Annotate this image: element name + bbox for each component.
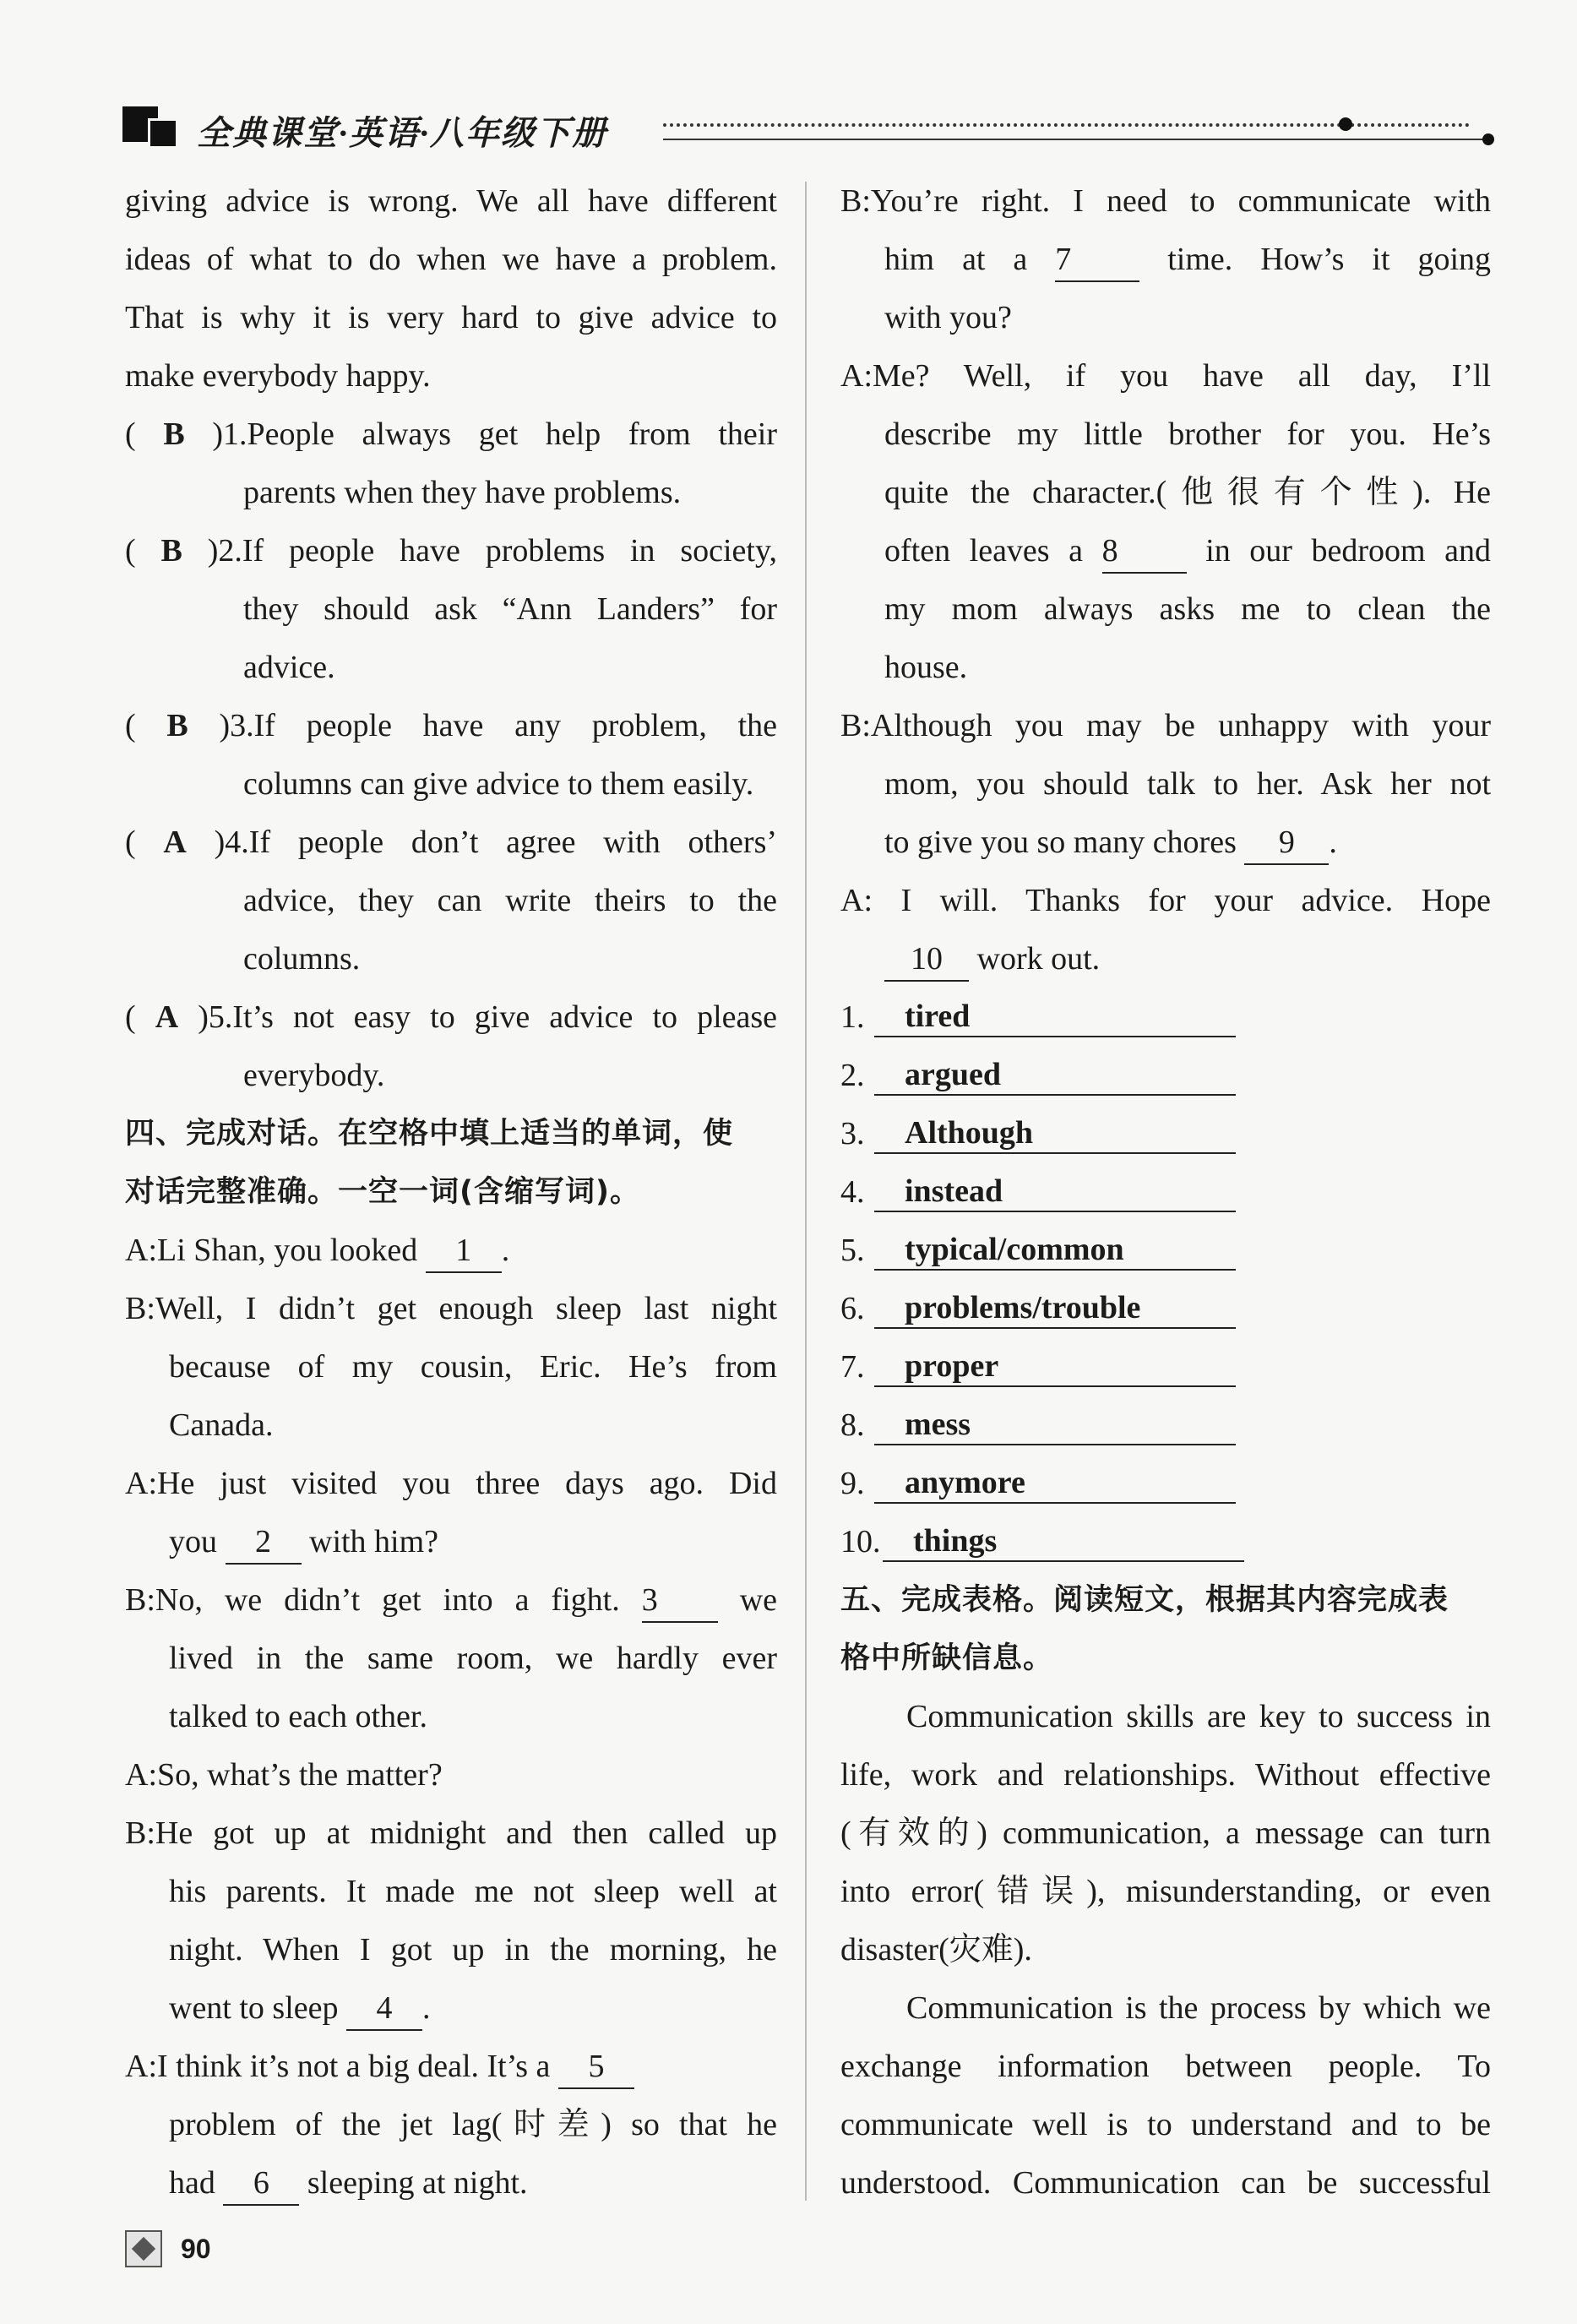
dialogue-line: B:Although you may be unhappy with your	[840, 708, 1491, 743]
header-rule	[663, 139, 1487, 140]
tf-item-2-cont: advice.	[243, 650, 335, 685]
dialogue-line: had 6 sleeping at night.	[125, 2154, 777, 2212]
header-dot	[1339, 117, 1352, 131]
tf-item-3: ( B )3.If people have any problem, the	[125, 708, 777, 743]
blank-1: 1	[426, 1229, 502, 1273]
dialogue-line: A:I think it’s not a big deal. It’s a 5	[125, 2038, 777, 2096]
passage-line: Communication is the process by which we	[906, 1990, 1491, 2026]
blank-2: 2	[226, 1521, 302, 1565]
dialogue-line: Canada.	[169, 1407, 274, 1443]
tf-item-1-cont: parents when they have problems.	[243, 475, 682, 510]
answer-row: 2. argued	[840, 1047, 1491, 1105]
blank-6: 6	[223, 2162, 299, 2206]
dialogue-line: lived in the same room, we hardly ever	[169, 1641, 777, 1676]
answer-row: 5. typical/common	[840, 1222, 1491, 1280]
dialogue-line: B:You’re right. I need to communicate with	[840, 183, 1491, 219]
blank-7: 7	[1055, 238, 1139, 282]
header-title: 全典课堂·英语·八年级下册	[197, 114, 607, 152]
dialogue-line: B:He got up at midnight and then called up	[125, 1815, 777, 1851]
answer-value: instead	[874, 1170, 1236, 1212]
dialogue-line: A:Me? Well, if you have all day, I’ll	[840, 358, 1491, 394]
section-4-title: 对话完整准确。一空一词(含缩写词)。	[125, 1175, 640, 1209]
right-column	[840, 172, 1491, 2212]
answer-value: problems/trouble	[874, 1287, 1236, 1329]
tf-item-5: ( A )5.It’s not easy to give advice to please	[125, 999, 777, 1035]
tf-item-1: ( B )1.People always get help from their	[125, 416, 777, 452]
dialogue-line: 10 work out.	[840, 930, 1491, 988]
blank-5: 5	[558, 2045, 634, 2089]
section-5-title: 格中所缺信息。	[840, 1641, 1054, 1675]
page-marker-icon	[125, 2230, 162, 2267]
tf-item-4-cont: columns.	[243, 941, 361, 977]
dialogue-line: you 2 with him?	[125, 1513, 777, 1571]
passage-line: exchange information between people. To	[840, 2049, 1491, 2084]
tf-item-4: ( A )4.If people don’t agree with others’	[125, 825, 777, 860]
dialogue-line: quite the character.(他很有个性). He	[884, 475, 1491, 510]
dialogue-line: house.	[884, 650, 968, 685]
header-dot-end	[1482, 133, 1494, 145]
answer-value: argued	[874, 1053, 1236, 1096]
dialogue-line: talked to each other.	[169, 1699, 427, 1734]
blank-3: 3	[642, 1579, 718, 1623]
left-column	[125, 172, 777, 2212]
dialogue-line: mom, you should talk to her. Ask her not	[884, 766, 1491, 802]
dialogue-line: describe my little brother for you. He’s	[884, 416, 1491, 452]
tf-item-2-cont: they should ask “Ann Landers” for	[243, 591, 777, 627]
tf-item-2: ( B )2.If people have problems in society,	[125, 533, 777, 569]
blank-10: 10	[884, 938, 969, 982]
dialogue-line: A:So, what’s the matter?	[125, 1757, 443, 1793]
intro-line: make everybody happy.	[125, 358, 431, 394]
dialogue-line: because of my cousin, Eric. He’s from	[169, 1349, 777, 1385]
dialogue-line: to give you so many chores 9 .	[840, 814, 1491, 872]
tf-item-3-cont: columns can give advice to them easily.	[243, 766, 754, 802]
answer-value: anymore	[874, 1461, 1236, 1504]
dialogue-line: B:No, we didn’t get into a fight. 3 we	[125, 1571, 777, 1630]
page-number: 90	[181, 2234, 211, 2264]
passage-line: Communication skills are key to success in	[906, 1699, 1491, 1734]
dialogue-line: went to sleep 4 .	[125, 1979, 777, 2038]
dialogue-line: problem of the jet lag(时差) so that he	[169, 2107, 777, 2142]
answer-value: things	[883, 1520, 1244, 1562]
answer-row: 9. anymore	[840, 1455, 1491, 1513]
answer-row: 1. tired	[840, 988, 1491, 1047]
tf-item-4-cont: advice, they can write theirs to the	[243, 883, 777, 918]
blank-9: 9	[1244, 821, 1329, 865]
answer-value: typical/common	[874, 1228, 1236, 1271]
answer-row: 4. instead	[840, 1163, 1491, 1222]
dialogue-line: his parents. It made me not sleep well at	[169, 1874, 777, 1909]
dialogue-line: him at a 7 time. How’s it going	[840, 231, 1491, 289]
answer-row: 7. proper	[840, 1338, 1491, 1396]
section-4-title: 四、完成对话。在空格中填上适当的单词，使	[125, 1117, 734, 1151]
dialogue-line: A:He just visited you three days ago. Did	[125, 1466, 777, 1501]
blank-8: 8	[1102, 530, 1187, 574]
passage-line: communicate well is to understand and to be	[840, 2107, 1491, 2142]
answer-value: proper	[874, 1345, 1236, 1387]
intro-line: giving advice is wrong. We all have different	[125, 183, 777, 219]
page-header	[122, 100, 1491, 159]
passage-line: disaster(灾难).	[840, 1932, 1032, 1968]
passage-line: (有效的) communication, a message can turn	[840, 1815, 1491, 1851]
header-logo-block-inner	[148, 118, 178, 149]
intro-line: ideas of what to do when we have a problem.	[125, 242, 777, 277]
dialogue-line: B:Well, I didn’t get enough sleep last night	[125, 1291, 777, 1326]
answer-value: tired	[874, 995, 1236, 1037]
dialogue-line: A:Li Shan, you looked 1 .	[125, 1222, 777, 1280]
answer-row: 10. things	[840, 1513, 1491, 1571]
column-divider	[805, 182, 807, 2201]
dialogue-line: with you?	[884, 300, 1012, 335]
answer-row: 6. problems/trouble	[840, 1280, 1491, 1338]
answer-value: mess	[874, 1403, 1236, 1445]
passage-line: life, work and relationships. Without effective	[840, 1757, 1491, 1793]
tf-item-5-cont: everybody.	[243, 1058, 385, 1093]
dialogue-line: my mom always asks me to clean the	[884, 591, 1491, 627]
intro-line: That is why it is very hard to give advice to	[125, 300, 777, 335]
passage-line: into error(错误), misunderstanding, or even	[840, 1874, 1491, 1909]
dialogue-line: often leaves a 8 in our bedroom and	[840, 522, 1491, 580]
answer-row: 8. mess	[840, 1396, 1491, 1455]
blank-4: 4	[346, 1987, 422, 2031]
dialogue-line: A: I will. Thanks for your advice. Hope	[840, 883, 1491, 918]
section-5-title: 五、完成表格。阅读短文，根据其内容完成表	[840, 1583, 1449, 1617]
passage-line: understood. Communication can be successful	[840, 2165, 1491, 2201]
answer-row: 3. Although	[840, 1105, 1491, 1163]
tf-answer: ( B )1.	[125, 416, 247, 452]
answer-value: Although	[874, 1112, 1236, 1154]
dialogue-line: night. When I got up in the morning, he	[169, 1932, 777, 1968]
